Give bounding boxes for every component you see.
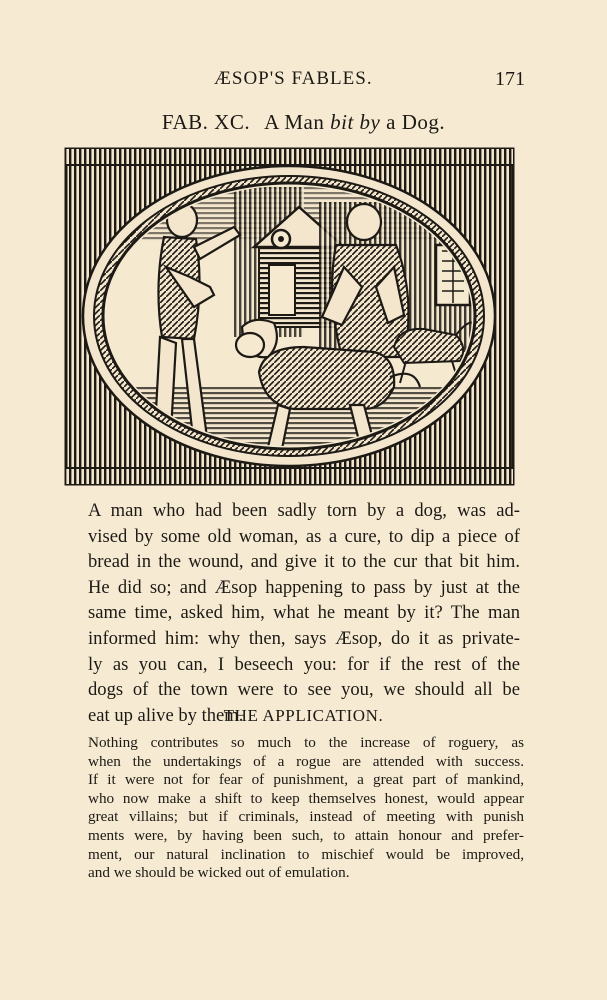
fable-text [88, 498, 520, 728]
fable-text-line: A man who had been sadly torn by a dog, was ad- [88, 500, 520, 521]
fable-number: FAB. XC. [161, 110, 251, 134]
fable-title-part: Dog [401, 110, 440, 134]
application-text-line: when the undertakings of a rogue are attended with success. [88, 752, 524, 770]
application-text-line: who now make a shift to keep themselves honest, would appear [88, 789, 524, 807]
running-title: ÆSOP'S FABLES. [214, 68, 373, 89]
fable-text-line: dogs of the town were to see you, we should all be [88, 679, 520, 701]
fable-text-line: He did so; and Æsop happening to pass by just at the [88, 576, 520, 598]
fable-heading [0, 110, 607, 135]
fable-title-part: . [439, 110, 446, 134]
running-head [0, 68, 607, 96]
fable-text-line: ly as you can, I beseech you: for if the rest of the [88, 653, 520, 675]
application-text [88, 734, 524, 883]
fable-title-part: A Man [264, 110, 325, 134]
fable-text-line: bread in the wound, and give it to the cur that bit him. [88, 551, 520, 573]
page-number: 171 [495, 68, 525, 90]
woodcut-illustration [64, 147, 515, 486]
fable-text-line: eat up alive by them. [88, 704, 244, 726]
application-text-line: Nothing contributes so much to the increase of roguery, as [88, 734, 524, 751]
fable-text-line: same time, asked him, what he meant by it? The man [88, 602, 520, 624]
application-text-line: great villains; but if criminals, instead of meeting with punish [88, 808, 524, 826]
woodcut-man-bit-by-dog-icon [64, 147, 515, 486]
fable-title-part: a [386, 110, 396, 134]
application-text-line: If it were not for fear of punishment, a great part of mankind, [88, 771, 524, 789]
application-text-line: ments were, by having been such, to attain honour and prefer- [88, 826, 524, 844]
application-text-line: and we should be wicked out of emulation. [88, 864, 350, 882]
application-text-line: ment, our natural inclination to mischief would be improved, [88, 845, 524, 863]
fable-title-part: bit by [330, 110, 381, 134]
fable-text-line: informed him: why then, says Æsop, do it as private- [88, 627, 520, 649]
fable-text-line: vised by some old woman, as a cure, to dip a piece of [88, 525, 520, 547]
application-heading: THE APPLICATION. [223, 706, 384, 725]
